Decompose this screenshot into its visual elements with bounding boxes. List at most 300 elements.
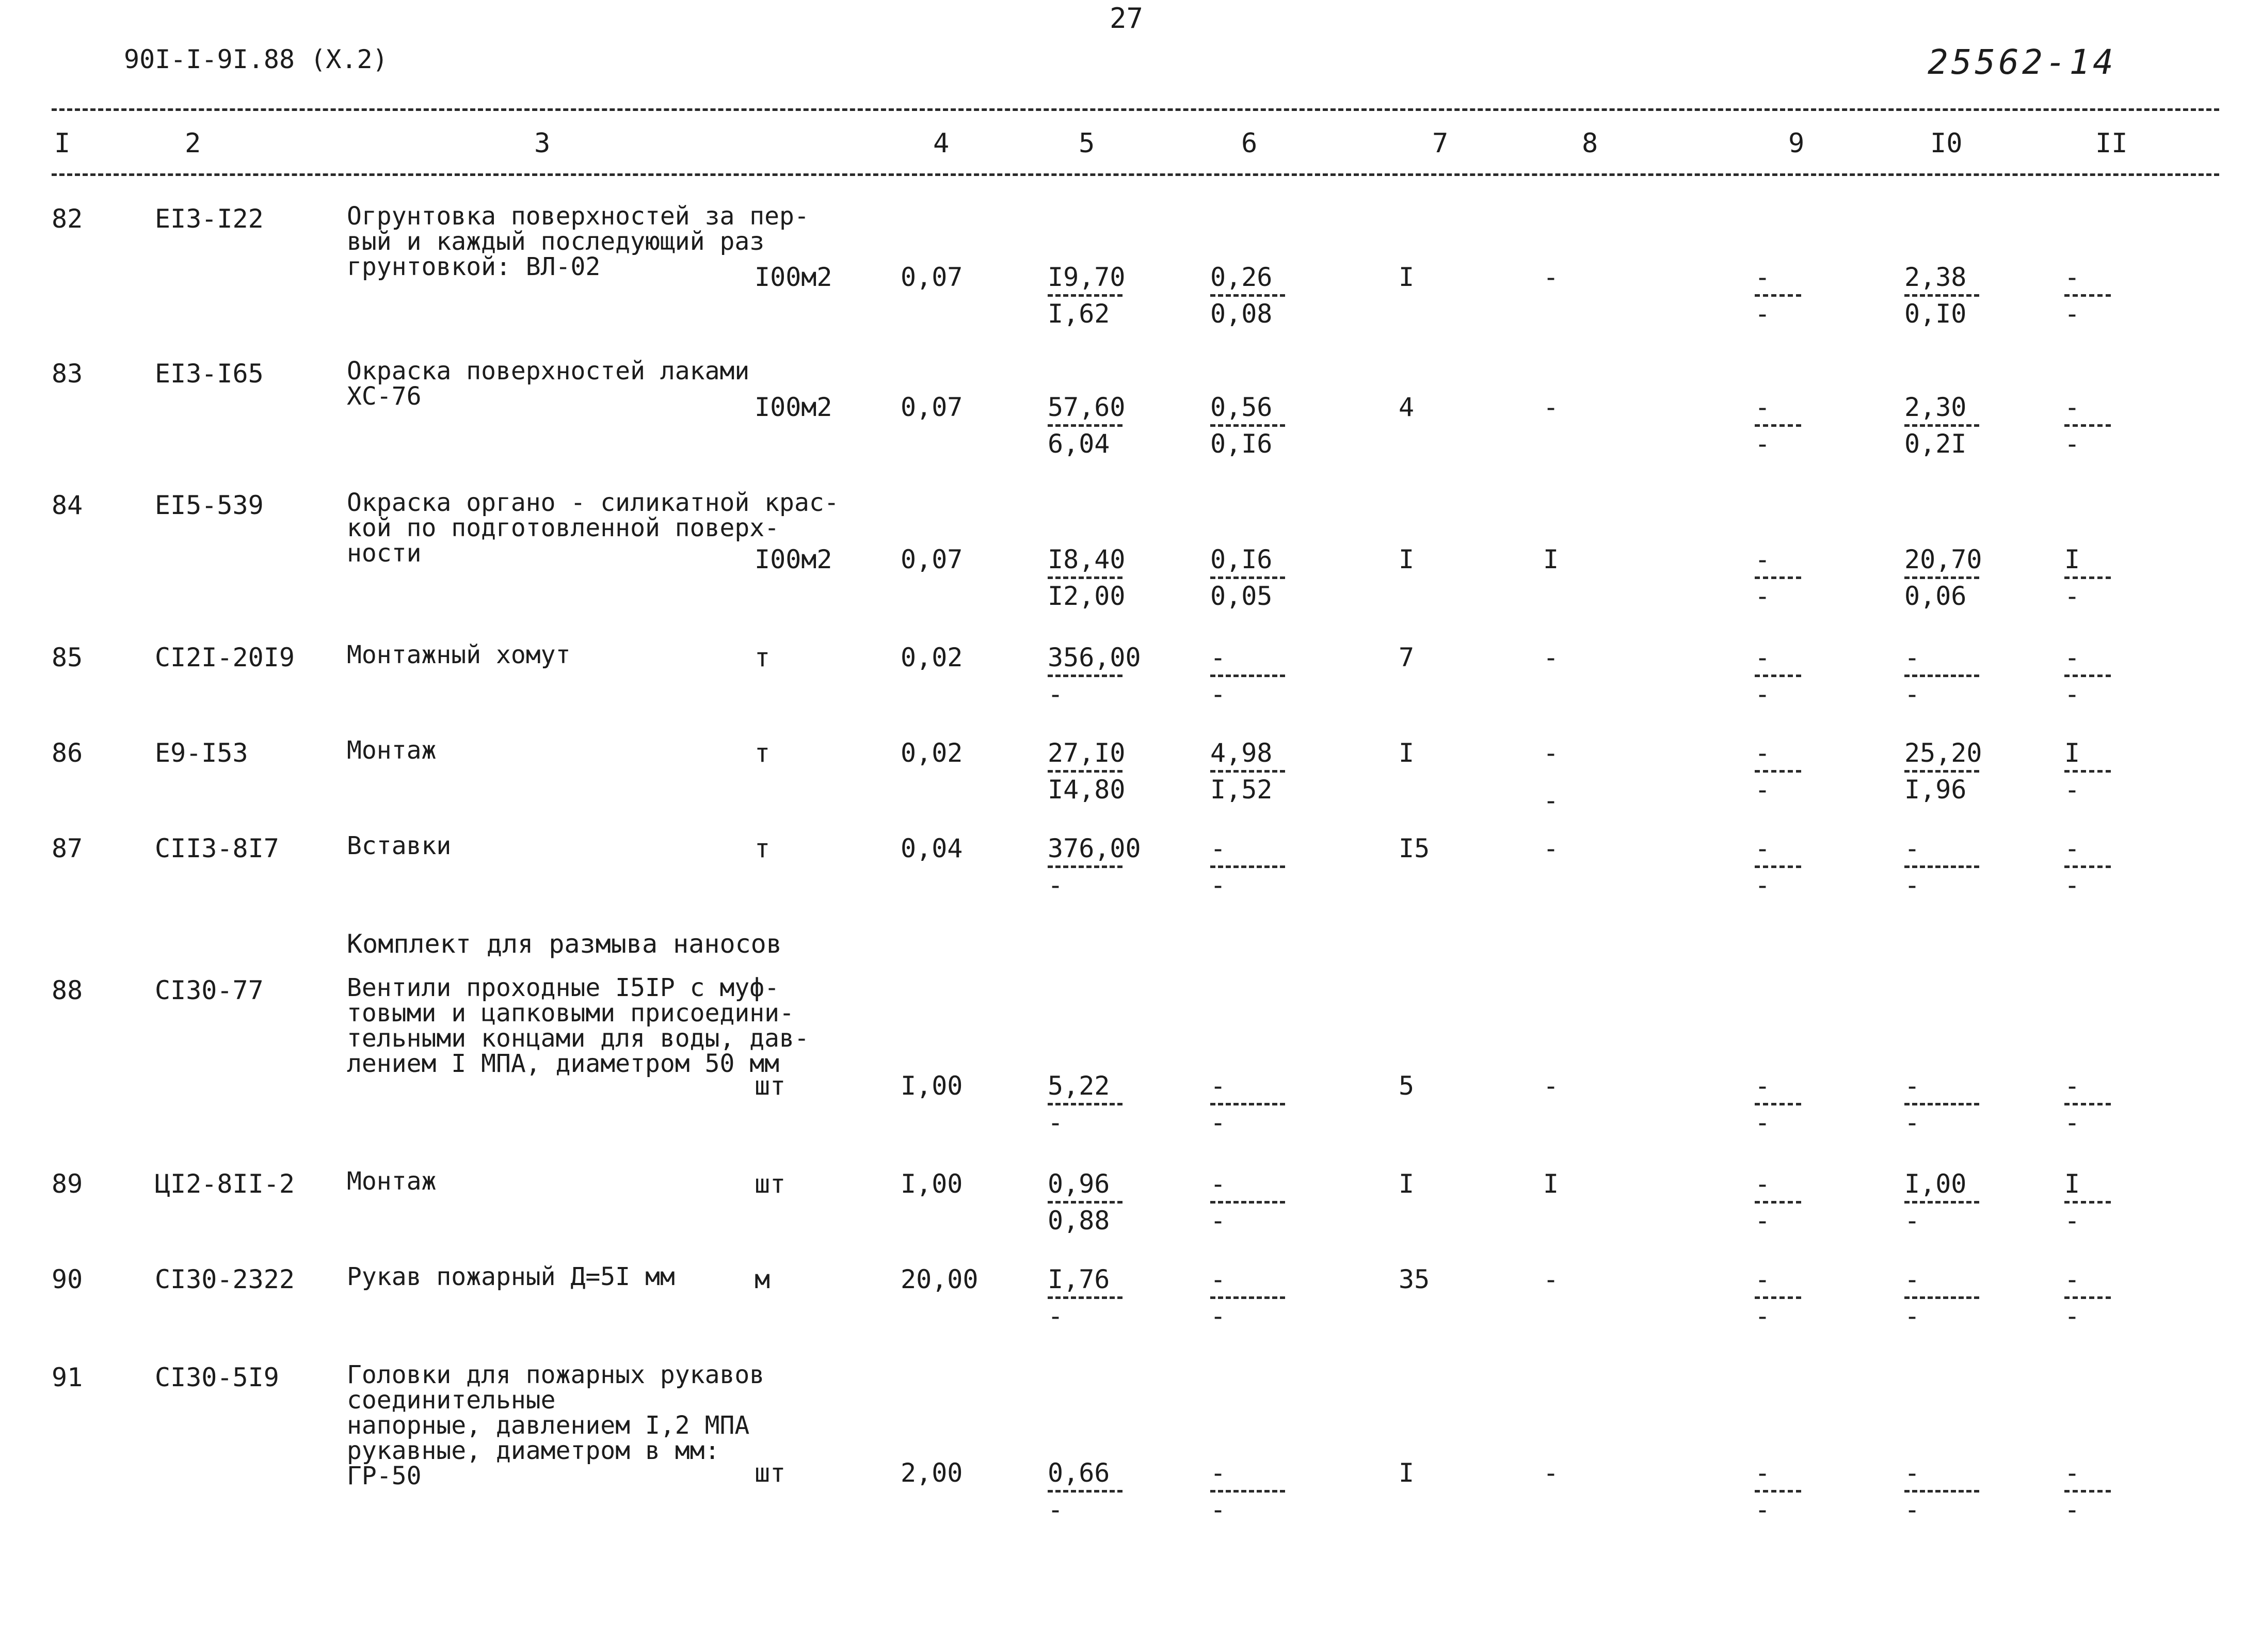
value-bottom: - (1210, 1495, 1226, 1525)
value-bottom: - (1755, 1206, 1771, 1236)
value-c6 (1210, 544, 1285, 611)
value-top: 5,22 (1048, 1071, 1110, 1101)
row-unit: т (755, 833, 771, 863)
row-code: CII3-8I7 (155, 833, 279, 863)
value-top: 0,26 (1210, 262, 1273, 292)
row-quantity: 0,07 (901, 262, 963, 292)
fraction-bar (1904, 770, 1979, 773)
value-bottom: I,62 (1048, 299, 1110, 329)
value-c11 (2064, 392, 2111, 459)
value-bottom: - (1755, 1108, 1771, 1137)
value-bottom: - (1904, 679, 1920, 709)
value-c5 (1048, 544, 1126, 611)
fraction-bar (2064, 424, 2111, 427)
row-code: CI30-2322 (155, 1264, 295, 1294)
col-header-9: 9 (1788, 128, 1805, 159)
description-line: напорные, давлением I,2 МПА (347, 1410, 750, 1440)
row-unit: шт (755, 1071, 786, 1101)
header-top-rule (52, 108, 2219, 111)
fraction-bar (2064, 294, 2111, 297)
value-top: - (1904, 1264, 1920, 1294)
value-c6 (1210, 1071, 1285, 1137)
value-top: I8,40 (1048, 544, 1126, 574)
value-c10 (1904, 1264, 1979, 1331)
value-bottom: - (1048, 679, 1064, 709)
fraction-bar (1904, 1201, 1979, 1204)
value-top: - (2064, 262, 2080, 292)
description-line: Головки для пожарных рукавов (347, 1360, 765, 1389)
value-bottom: - (1048, 1301, 1064, 1331)
value-bottom: - (2064, 299, 2080, 329)
fraction-bar (1904, 424, 1979, 427)
row-quantity: 20,00 (901, 1264, 979, 1294)
row-unit: т (755, 643, 771, 672)
value-c11 (2064, 1458, 2111, 1525)
description-line: Монтаж (347, 736, 437, 765)
row-unit: I00м2 (755, 544, 832, 574)
value-c7: 4 (1399, 392, 1415, 422)
value-c7: I (1399, 544, 1415, 574)
value-c9 (1755, 1071, 1801, 1137)
description-line: Вставки (347, 831, 452, 860)
value-top: - (1210, 643, 1226, 672)
value-c11 (2064, 262, 2111, 329)
row-description (347, 1169, 436, 1194)
description-line: ГР-50 (347, 1461, 422, 1490)
value-bottom: - (2064, 870, 2080, 900)
value-bottom: I4,80 (1048, 775, 1126, 805)
value-c8: - (1543, 1264, 1559, 1294)
row-number: 86 (52, 738, 83, 768)
fraction-bar (1755, 770, 1801, 773)
description-line: соединительные (347, 1385, 556, 1415)
fraction-bar (1755, 675, 1801, 677)
col-header-4: 4 (933, 128, 950, 159)
value-top: 2,38 (1904, 262, 1967, 292)
fraction-bar (1904, 1103, 1979, 1105)
value-c6 (1210, 1458, 1285, 1525)
value-bottom: I2,00 (1048, 581, 1126, 611)
description-line: Рукав пожарный Д=5I мм (347, 1262, 675, 1291)
row-code: E9-I53 (155, 738, 248, 768)
value-top: - (1755, 738, 1771, 768)
col-header-8: 8 (1582, 128, 1598, 159)
value-top: - (1904, 1458, 1920, 1488)
value-bottom: 0,2I (1904, 429, 1967, 459)
fraction-bar (1210, 770, 1285, 773)
description-line: Монтажный хомут (347, 640, 571, 669)
value-c5 (1048, 833, 1141, 900)
row-number: 88 (52, 975, 83, 1005)
row-number: 89 (52, 1169, 83, 1199)
fraction-bar (2064, 576, 2111, 579)
fraction-bar (1210, 1201, 1285, 1204)
value-top: 356,00 (1048, 643, 1141, 672)
fraction-bar (2064, 770, 2111, 773)
value-c10 (1904, 643, 1979, 709)
row-number: 85 (52, 643, 83, 672)
value-top: - (1904, 643, 1920, 672)
value-bottom: - (1904, 1301, 1920, 1331)
fraction-bar (2064, 1103, 2111, 1105)
value-bottom: - (1755, 1495, 1771, 1525)
description-line: кой по подготовленной поверх- (347, 513, 780, 542)
value-c11 (2064, 643, 2111, 709)
value-c10 (1904, 1169, 1979, 1236)
value-top: I (2064, 1169, 2080, 1199)
value-bottom: 6,04 (1048, 429, 1110, 459)
value-top: - (2064, 833, 2080, 863)
value-c6 (1210, 833, 1285, 900)
fraction-bar (1048, 1201, 1123, 1204)
row-code: EI3-I65 (155, 359, 264, 389)
header-bottom-rule (52, 173, 2219, 176)
value-bottom: - (1904, 1108, 1920, 1137)
value-bottom: - (1755, 299, 1771, 329)
value-bottom: - (2064, 581, 2080, 611)
value-c10 (1904, 392, 1979, 459)
value-bottom: - (1755, 429, 1771, 459)
row-number: 83 (52, 359, 83, 389)
value-top: I,00 (1904, 1169, 1967, 1199)
value-top: 20,70 (1904, 544, 1982, 574)
row-code: CI30-77 (155, 975, 264, 1005)
value-c8-second: - (1543, 785, 1559, 815)
fraction-bar (1904, 294, 1979, 297)
value-bottom: - (1048, 1495, 1064, 1525)
fraction-bar (1755, 1296, 1801, 1299)
value-c7: 7 (1399, 643, 1415, 672)
value-top: 4,98 (1210, 738, 1273, 768)
value-bottom: 0,I6 (1210, 429, 1273, 459)
value-c8: - (1543, 738, 1559, 768)
value-c11 (2064, 544, 2111, 611)
fraction-bar (1048, 770, 1123, 773)
value-top: - (1210, 1458, 1226, 1488)
description-line: Огрунтовка поверхностей за пер- (347, 202, 809, 231)
value-c6 (1210, 738, 1285, 805)
description-line: рукавные, диаметром в мм: (347, 1436, 720, 1465)
col-header-3: 3 (534, 128, 551, 159)
row-code: EI3-I22 (155, 204, 264, 234)
value-top: I (2064, 544, 2080, 574)
value-bottom: - (2064, 1108, 2080, 1137)
row-code: EI5-539 (155, 490, 264, 520)
value-top: - (1210, 1071, 1226, 1101)
description-line: Вентили проходные I5IР с муф- (347, 973, 780, 1002)
row-quantity: 0,04 (901, 833, 963, 863)
value-top: - (1755, 1458, 1771, 1488)
value-c7: I (1399, 738, 1415, 768)
description-line: ХС-76 (347, 381, 422, 411)
value-bottom: 0,06 (1904, 581, 1967, 611)
value-bottom: - (1210, 1206, 1226, 1236)
fraction-bar (1048, 294, 1123, 297)
row-unit: I00м2 (755, 262, 832, 292)
row-number: 82 (52, 204, 83, 234)
value-c9 (1755, 738, 1801, 805)
fraction-bar (1755, 865, 1801, 868)
value-top: 376,00 (1048, 833, 1141, 863)
row-unit: шт (755, 1169, 786, 1199)
description-line: товыми и цапковыми присоедини- (347, 998, 794, 1028)
value-top: I (2064, 738, 2080, 768)
value-top: 27,I0 (1048, 738, 1126, 768)
fraction-bar (1755, 1103, 1801, 1105)
fraction-bar (2064, 865, 2111, 868)
row-number: 91 (52, 1362, 83, 1392)
description-line: Окраска поверхностей лаками (347, 357, 750, 386)
row-description (347, 1264, 675, 1290)
value-c10 (1904, 1458, 1979, 1525)
value-c5 (1048, 1264, 1123, 1331)
fraction-bar (1210, 1490, 1285, 1493)
row-description (347, 359, 749, 409)
value-top: - (1755, 392, 1771, 422)
row-quantity: 2,00 (901, 1458, 963, 1488)
value-c10 (1904, 738, 1982, 805)
value-c9 (1755, 1169, 1801, 1236)
value-c10 (1904, 1071, 1979, 1137)
fraction-bar (1048, 1296, 1123, 1299)
value-top: - (2064, 1458, 2080, 1488)
value-c5 (1048, 1458, 1123, 1525)
value-c8: - (1543, 643, 1559, 672)
section-title: Комплект для размыва наносов (347, 929, 782, 959)
fraction-bar (1210, 424, 1285, 427)
fraction-bar (1755, 576, 1801, 579)
description-line: ности (347, 538, 422, 568)
fraction-bar (1904, 675, 1979, 677)
fraction-bar (1755, 1201, 1801, 1204)
value-c10 (1904, 833, 1979, 900)
value-c11 (2064, 833, 2111, 900)
col-header-6: 6 (1241, 128, 1258, 159)
value-bottom: - (2064, 679, 2080, 709)
value-bottom: - (1755, 775, 1771, 805)
fraction-bar (1048, 1103, 1123, 1105)
value-c11 (2064, 1264, 2111, 1331)
value-top: 25,20 (1904, 738, 1982, 768)
value-bottom: - (1755, 679, 1771, 709)
value-c8: - (1543, 392, 1559, 422)
value-c7: 5 (1399, 1071, 1415, 1101)
value-top: 0,96 (1048, 1169, 1110, 1199)
value-c5 (1048, 1071, 1123, 1137)
fraction-bar (1210, 675, 1285, 677)
fraction-bar (1210, 1103, 1285, 1105)
value-bottom: I,52 (1210, 775, 1273, 805)
row-quantity: I,00 (901, 1071, 963, 1101)
row-unit: м (755, 1264, 771, 1294)
value-c7: I5 (1399, 833, 1430, 863)
value-top: - (1755, 262, 1771, 292)
value-top: - (2064, 392, 2080, 422)
value-c5 (1048, 262, 1126, 329)
row-description (347, 640, 571, 669)
value-c11 (2064, 1071, 2111, 1137)
fraction-bar (2064, 1296, 2111, 1299)
value-c11 (2064, 1169, 2111, 1236)
value-c8: I (1543, 544, 1559, 574)
fraction-bar (1210, 294, 1285, 297)
value-top: - (1904, 1071, 1920, 1101)
value-bottom: - (1755, 1301, 1771, 1331)
fraction-bar (1210, 576, 1285, 579)
value-bottom: 0,05 (1210, 581, 1273, 611)
fraction-bar (1048, 1490, 1123, 1493)
fraction-bar (1904, 576, 1979, 579)
col-header-10: I0 (1930, 128, 1963, 159)
row-code: CI2I-20I9 (155, 643, 295, 672)
value-top: - (1755, 643, 1771, 672)
row-quantity: 0,07 (901, 392, 963, 422)
value-top: 0,I6 (1210, 544, 1273, 574)
fraction-bar (1904, 865, 1979, 868)
value-c9 (1755, 1264, 1801, 1331)
value-c5 (1048, 738, 1126, 805)
col-header-5: 5 (1079, 128, 1095, 159)
value-bottom: - (1210, 1301, 1226, 1331)
fraction-bar (1048, 424, 1123, 427)
value-c7: I (1399, 1169, 1415, 1199)
value-c8: - (1543, 1458, 1559, 1488)
value-c10 (1904, 262, 1979, 329)
fraction-bar (1210, 1296, 1285, 1299)
value-bottom: - (2064, 1301, 2080, 1331)
value-c9 (1755, 643, 1801, 709)
row-number: 87 (52, 833, 83, 863)
value-bottom: - (1210, 1108, 1226, 1137)
value-top: - (1755, 833, 1771, 863)
value-c5 (1048, 392, 1126, 459)
row-number: 84 (52, 490, 83, 520)
row-quantity: 0,07 (901, 544, 963, 574)
col-header-11: II (2095, 128, 2128, 159)
value-top: - (1755, 1169, 1771, 1199)
value-top: I9,70 (1048, 262, 1126, 292)
value-bottom: - (1048, 1108, 1064, 1137)
value-bottom: - (2064, 429, 2080, 459)
fraction-bar (2064, 1201, 2111, 1204)
value-c6 (1210, 643, 1285, 709)
value-c9 (1755, 833, 1801, 900)
row-quantity: 0,02 (901, 643, 963, 672)
fraction-bar (1048, 865, 1123, 868)
value-c8: - (1543, 1071, 1559, 1101)
value-top: 2,30 (1904, 392, 1967, 422)
document-code: 90I-I-9I.88 (X.2) (124, 44, 388, 74)
value-top: - (1755, 544, 1771, 574)
value-c9 (1755, 392, 1801, 459)
description-line: грунтовкой: ВЛ-02 (347, 252, 601, 281)
row-description (347, 975, 809, 1077)
fraction-bar (1755, 294, 1801, 297)
col-header-1: I (54, 128, 71, 159)
value-bottom: 0,88 (1048, 1206, 1110, 1236)
value-bottom: 0,I0 (1904, 299, 1967, 329)
fraction-bar (1755, 1490, 1801, 1493)
value-top: I,76 (1048, 1264, 1110, 1294)
value-c8: - (1543, 262, 1559, 292)
value-c8: - (1543, 833, 1559, 863)
row-unit: т (755, 738, 771, 768)
value-c11 (2064, 738, 2111, 805)
value-c10 (1904, 544, 1982, 611)
value-c6 (1210, 1169, 1285, 1236)
description-line: вый и каждый последующий раз (347, 227, 765, 256)
value-bottom: - (1904, 1495, 1920, 1525)
description-line: лением I МПА, диаметром 50 мм (347, 1049, 780, 1078)
fraction-bar (2064, 1490, 2111, 1493)
sheet-code: 25562-14 (1928, 42, 2116, 82)
row-description (347, 1362, 764, 1489)
fraction-bar (1755, 424, 1801, 427)
value-bottom: - (1755, 870, 1771, 900)
value-top: - (1210, 1169, 1226, 1199)
value-top: - (1755, 1264, 1771, 1294)
value-top: - (2064, 1071, 2080, 1101)
value-top: 0,56 (1210, 392, 1273, 422)
fraction-bar (1210, 865, 1285, 868)
page-number: 27 (1110, 2, 1144, 35)
value-c9 (1755, 1458, 1801, 1525)
value-bottom: - (1210, 870, 1226, 900)
value-bottom: - (2064, 1206, 2080, 1236)
value-bottom: - (2064, 775, 2080, 805)
value-bottom: - (1904, 870, 1920, 900)
value-c6 (1210, 262, 1285, 329)
value-bottom: - (1210, 679, 1226, 709)
col-header-7: 7 (1432, 128, 1449, 159)
fraction-bar (1904, 1490, 1979, 1493)
value-bottom: - (1904, 1206, 1920, 1236)
row-number: 90 (52, 1264, 83, 1294)
row-quantity: 0,02 (901, 738, 963, 768)
value-c9 (1755, 544, 1801, 611)
value-c7: I (1399, 1458, 1415, 1488)
row-description (347, 833, 451, 859)
value-c7: 35 (1399, 1264, 1430, 1294)
value-top: - (1755, 1071, 1771, 1101)
value-bottom: - (1755, 581, 1771, 611)
description-line: тельными концами для воды, дав- (347, 1023, 809, 1053)
value-c8: I (1543, 1169, 1559, 1199)
value-c6 (1210, 392, 1285, 459)
value-top: - (1210, 833, 1226, 863)
row-code: ЦI2-8II-2 (155, 1169, 295, 1199)
value-top: - (2064, 1264, 2080, 1294)
fraction-bar (1904, 1296, 1979, 1299)
row-description (347, 738, 436, 763)
row-unit: I00м2 (755, 392, 832, 422)
value-bottom: 0,08 (1210, 299, 1273, 329)
value-c9 (1755, 262, 1801, 329)
value-bottom: - (2064, 1495, 2080, 1525)
value-top: - (1904, 833, 1920, 863)
description-line: Монтаж (347, 1167, 437, 1196)
value-top: - (2064, 643, 2080, 672)
description-line: Окраска органо - силикатной крас- (347, 488, 839, 517)
row-quantity: I,00 (901, 1169, 963, 1199)
row-code: CI30-5I9 (155, 1362, 279, 1392)
value-bottom: I,96 (1904, 775, 1967, 805)
row-description (347, 204, 809, 280)
fraction-bar (2064, 675, 2111, 677)
value-top: - (1210, 1264, 1226, 1294)
value-c5 (1048, 643, 1141, 709)
value-top: 0,66 (1048, 1458, 1110, 1488)
